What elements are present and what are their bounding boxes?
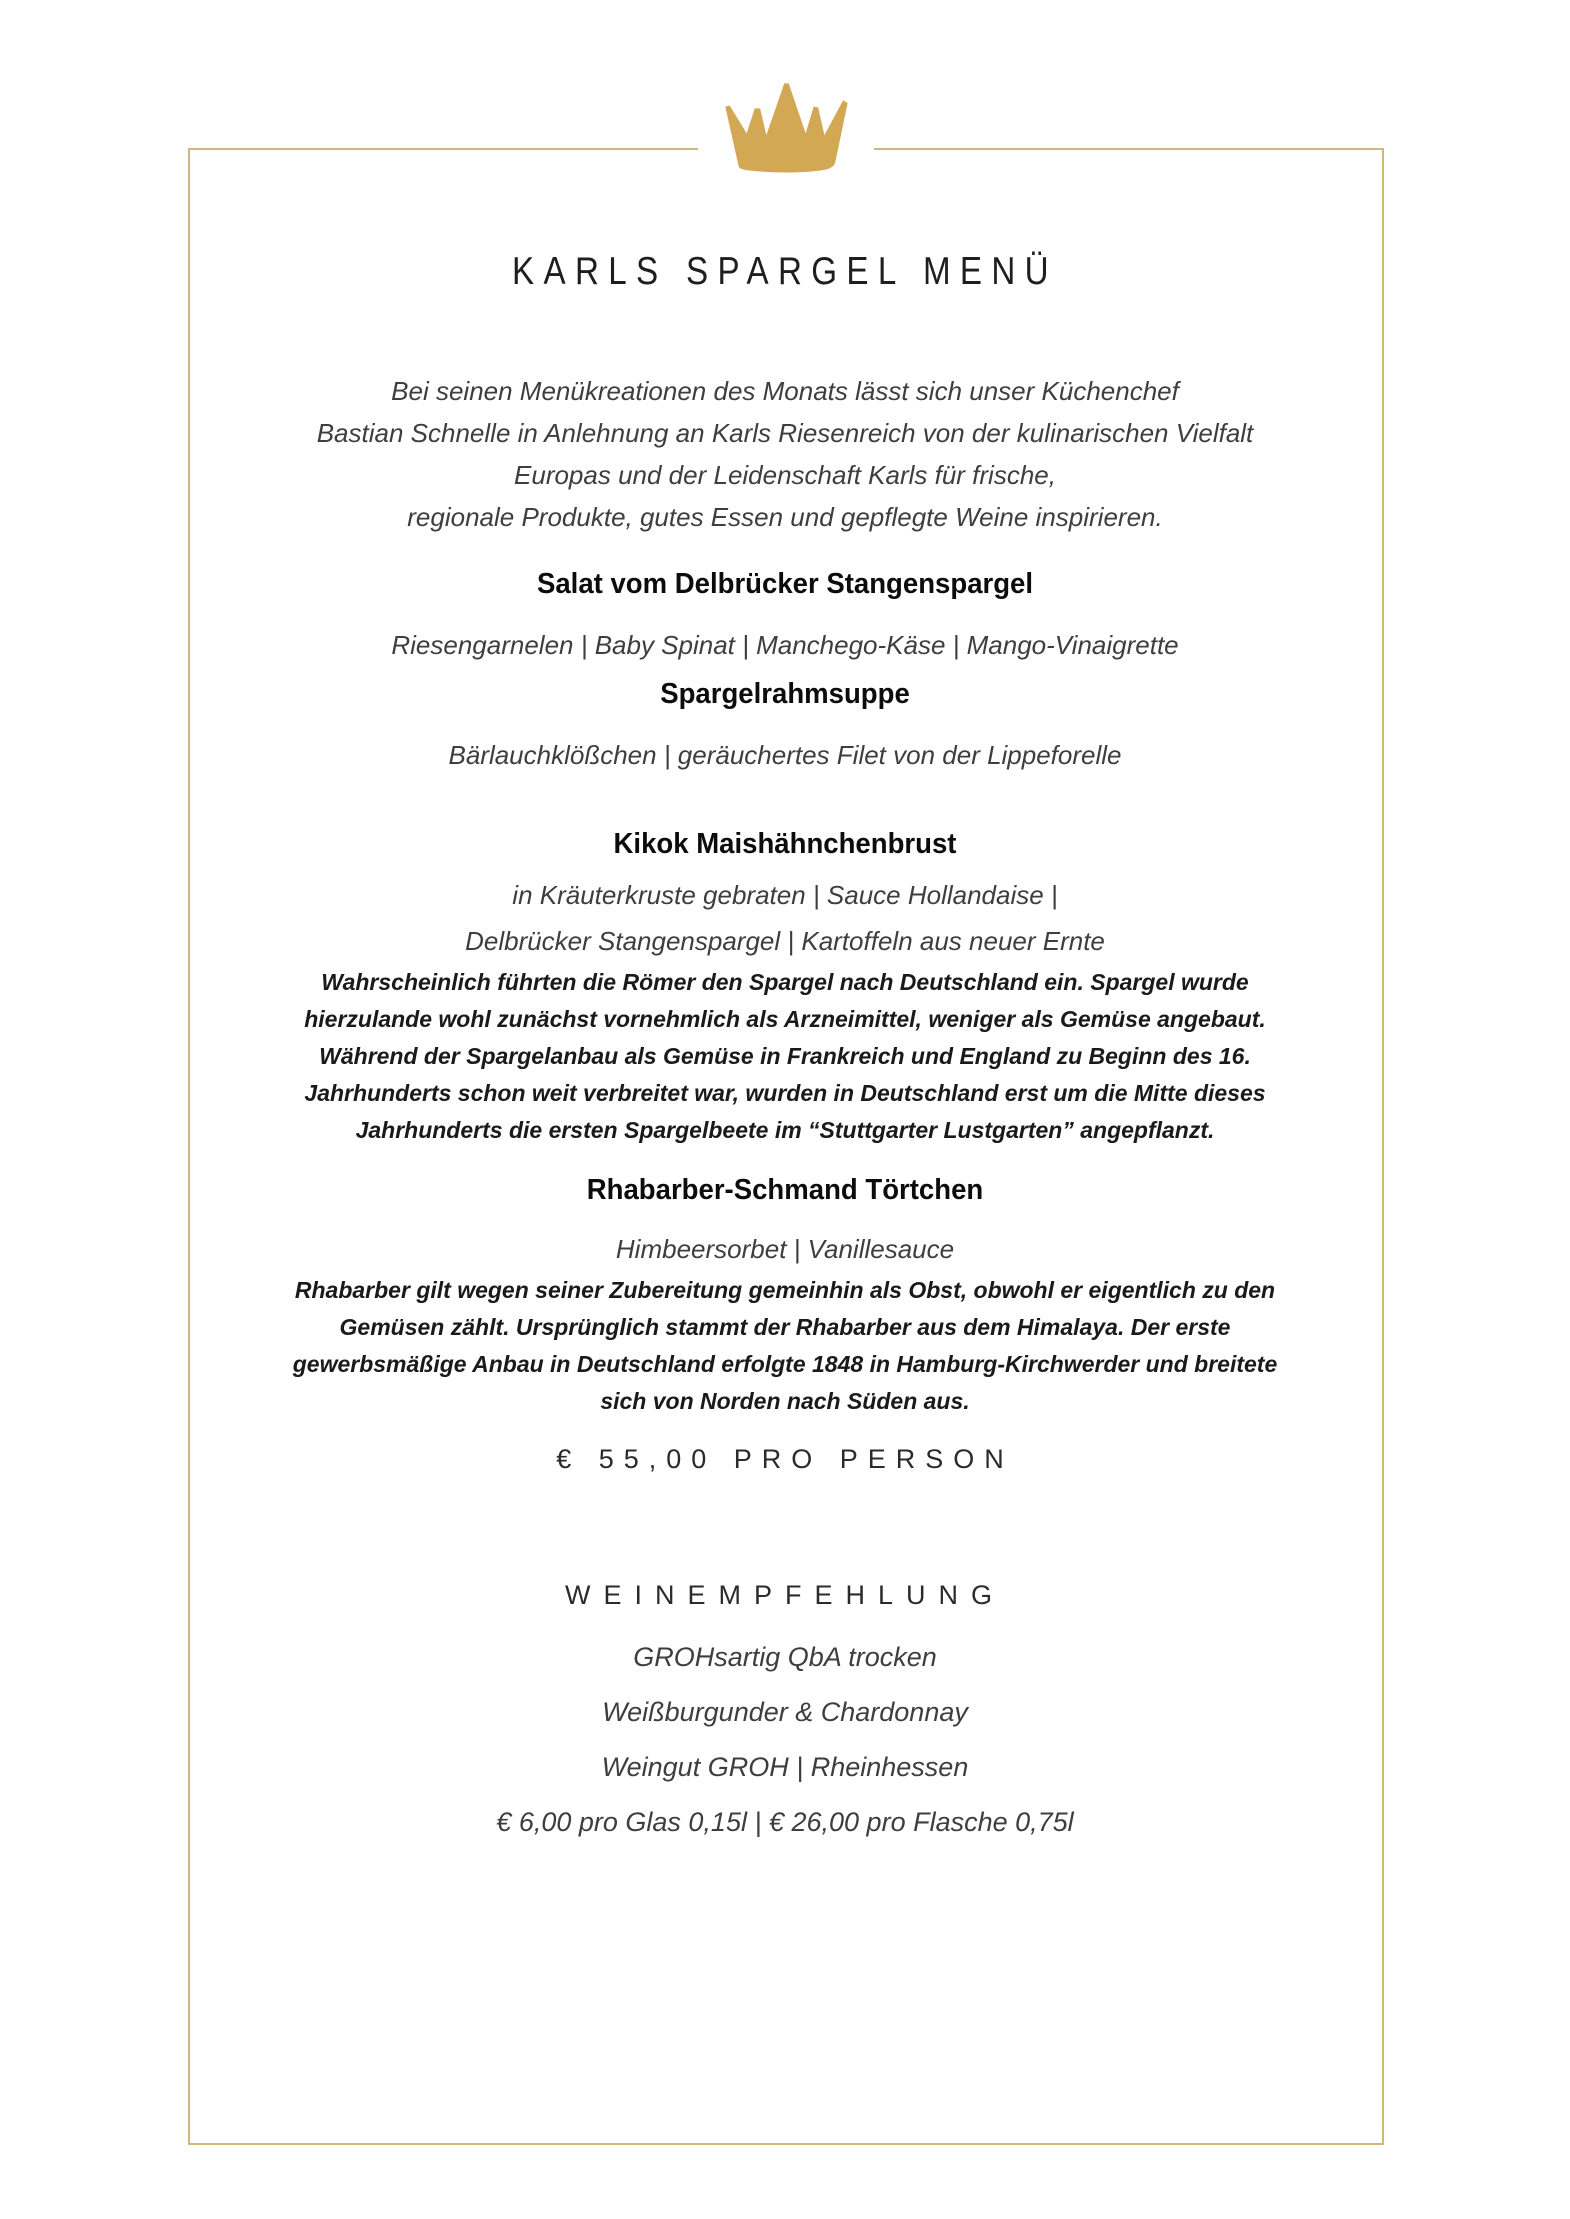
crown-icon: [719, 72, 853, 184]
course-description-line: in Kräuterkruste gebraten | Sauce Hollandaise |: [512, 880, 1058, 910]
intro-line: Bei seinen Menükreationen des Monats lässt sich unser Küchenchef: [391, 376, 1179, 406]
page-title: KARLS SPARGEL MENÜ: [512, 250, 1058, 293]
note-line: Rhabarber gilt wegen seiner Zubereitung gemeinhin als Obst, obwohl er eigentlich zu den: [294, 1277, 1276, 1303]
note-line: gewerbsmäßige Anbau in Deutschland erfolgte 1848 in Hamburg-Kirchwerder und breitete: [292, 1351, 1278, 1377]
wine-recommendation-heading: WEINEMPFEHLUNG: [564, 1580, 1006, 1610]
wine-recommendation: [0, 1630, 1570, 1850]
note-line: Wahrscheinlich führten die Römer den Spargel nach Deutschland ein. Spargel wurde: [321, 969, 1249, 995]
intro-line: Europas und der Leidenschaft Karls für frische,: [514, 460, 1056, 490]
course-name-rhabarber: Rhabarber-Schmand Törtchen: [586, 1174, 984, 1206]
course-description-suppe: Bärlauchklößchen | geräuchertes Filet von der Lippeforelle: [448, 740, 1122, 770]
course-name-kikok: Kikok Maishähnchenbrust: [613, 828, 957, 860]
intro-text: [0, 370, 1570, 538]
course-name-salat: Salat vom Delbrücker Stangenspargel: [536, 568, 1034, 600]
intro-line: regionale Produkte, gutes Essen und gepflegte Weine inspirieren.: [407, 502, 1163, 532]
note-line: Jahrhunderts schon weit verbreitet war, wurden in Deutschland erst um die Mitte dieses: [304, 1080, 1266, 1106]
wine-grapes: Weißburgunder & Chardonnay: [602, 1697, 968, 1727]
course-description-rhabarber: Himbeersorbet | Vanillesauce: [615, 1234, 955, 1264]
crown-logo: [698, 56, 874, 188]
note-line: hierzulande wohl zunächst vornehmlich als Arzneimittel, weniger als Gemüse angebaut.: [304, 1006, 1266, 1032]
note-line: Jahrhunderts die ersten Spargelbeete im “Stuttgarter Lustgarten” angepflanzt.: [355, 1117, 1215, 1143]
wine-price: € 6,00 pro Glas 0,15l | € 26,00 pro Flasche 0,75l: [496, 1807, 1074, 1837]
course-description-line: Delbrücker Stangenspargel | Kartoffeln aus neuer Ernte: [465, 926, 1105, 956]
note-line: Während der Spargelanbau als Gemüse in Frankreich und England zu Beginn des 16.: [319, 1043, 1251, 1069]
wine-name: GROHsartig QbA trocken: [633, 1642, 937, 1672]
intro-line: Bastian Schnelle in Anlehnung an Karls Riesenreich von der kulinarischen Vielfalt: [316, 418, 1254, 448]
wine-estate: Weingut GROH | Rheinhessen: [601, 1752, 969, 1782]
course-note-rhabarber-history: [0, 1272, 1570, 1420]
course-description-kikok: [0, 872, 1570, 964]
course-name-suppe: Spargelrahmsuppe: [660, 678, 910, 710]
note-line: sich von Norden nach Süden aus.: [600, 1388, 970, 1414]
course-note-spargel-history: [0, 964, 1570, 1149]
note-line: Gemüsen zählt. Ursprünglich stammt der Rhabarber aus dem Himalaya. Der erste: [339, 1314, 1231, 1340]
course-description-salat: Riesengarnelen | Baby Spinat | Manchego-Käse | Mango-Vinaigrette: [391, 630, 1179, 660]
price-per-person: € 55,00 PRO PERSON: [556, 1444, 1014, 1474]
